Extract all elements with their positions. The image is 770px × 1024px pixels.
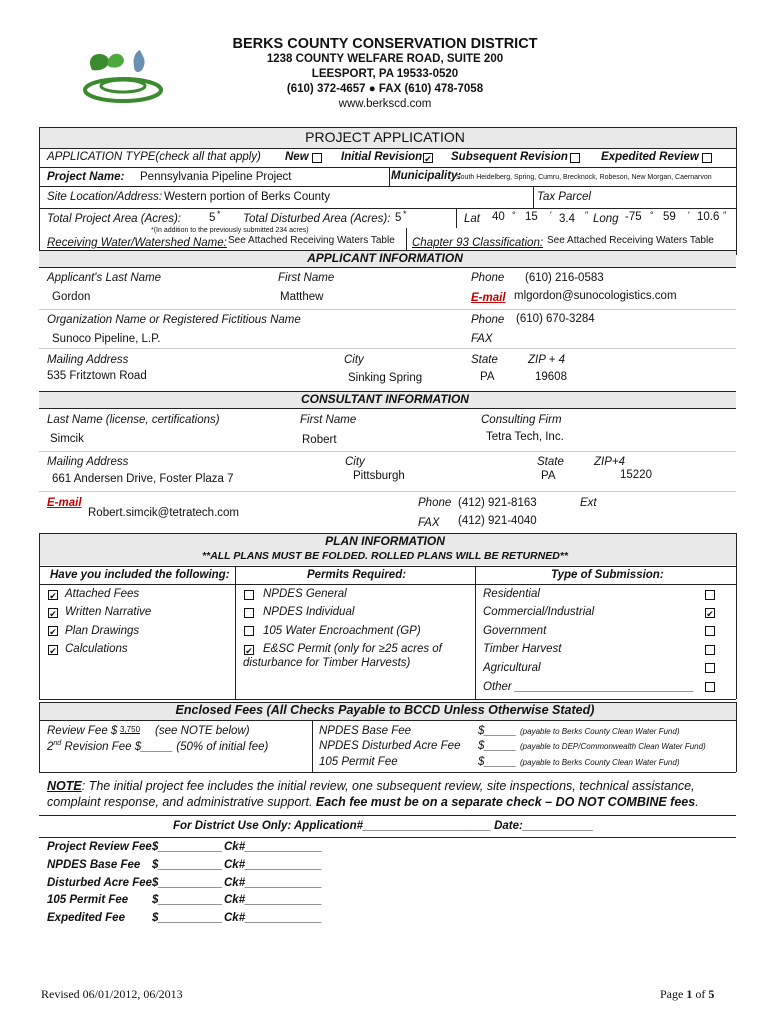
latitude-seconds[interactable]: 3.4 <box>559 213 575 225</box>
applicant-state-label: State <box>471 354 498 366</box>
type-other-checkbox[interactable] <box>705 682 715 692</box>
plan-drawings-label: Plan Drawings <box>65 625 140 637</box>
written-narrative-label: Written Narrative <box>65 606 152 618</box>
second-symbol: ″ <box>585 210 589 220</box>
plan-drawings-checkbox[interactable] <box>48 626 58 636</box>
consulting-firm-label: Consulting Firm <box>481 414 562 426</box>
district-row-label: Disturbed Acre Fee <box>47 877 153 889</box>
applicant-last-name-label: Applicant's Last Name <box>47 272 162 284</box>
esc-permit-checkbox[interactable] <box>244 645 254 655</box>
longitude-seconds[interactable]: 10.6 <box>697 211 720 223</box>
application-type-label: APPLICATION TYPE(check all that apply) <box>47 151 261 163</box>
npdes-general-label: NPDES General <box>263 588 347 600</box>
consultant-city-label: City <box>345 456 365 468</box>
consultant-state-value[interactable]: PA <box>541 470 556 482</box>
chapter93-value[interactable]: See Attached Receiving Waters Table <box>547 235 714 246</box>
page-number: Page 1 of 5 <box>660 987 715 1001</box>
plan-included-header: Have you included the following: <box>50 569 230 581</box>
degree-symbol: ° <box>512 210 516 220</box>
type-government-checkbox[interactable] <box>705 626 715 636</box>
disturbed-area-asterisk: * <box>403 209 407 219</box>
degree-symbol-2: ° <box>650 210 654 220</box>
initial-revision-checkbox[interactable] <box>423 153 433 163</box>
type-agricultural-checkbox[interactable] <box>705 663 715 673</box>
water-encroachment-label: 105 Water Encroachment (GP) <box>263 625 421 637</box>
applicant-email-value[interactable]: mlgordon@sunocologistics.com <box>514 290 677 302</box>
applicant-first-name-label: First Name <box>278 272 335 284</box>
npdes-disturbed-fee-label: NPDES Disturbed Acre Fee <box>319 740 461 752</box>
attached-fees-label: Attached Fees <box>65 588 140 600</box>
revised-date: Revised 06/01/2012, 06/2013 <box>41 987 183 1001</box>
organization-value[interactable]: Sunoco Pipeline, L.P. <box>52 333 161 345</box>
receiving-water-label: Receiving Water/Watershed Name: <box>47 237 227 249</box>
chapter93-label: Chapter 93 Classification: <box>412 237 544 249</box>
consultant-zip-label: ZIP+4 <box>594 456 626 468</box>
district-row-dollar[interactable]: $__________ <box>152 912 223 924</box>
npdes-base-fee-line[interactable]: $_____ <box>478 725 517 737</box>
receiving-water-value[interactable]: See Attached Receiving Waters Table <box>228 235 395 246</box>
site-location-value[interactable]: Western portion of Berks County <box>164 191 330 203</box>
district-row-check[interactable]: Ck#____________ <box>224 841 322 853</box>
consultant-title: CONSULTANT INFORMATION <box>301 392 469 406</box>
review-fee-value[interactable]: 3,750 <box>120 725 141 734</box>
applicant-zip-value[interactable]: 19608 <box>535 371 567 383</box>
district-row-label: Project Review Fee <box>47 841 152 853</box>
initial-revision-label: Initial Revision <box>341 151 423 163</box>
district-use-heading: For District Use Only: Application#____________________ Date:___________ <box>173 820 594 832</box>
plan-type-header: Type of Submission: <box>551 569 664 581</box>
applicant-city-label: City <box>344 354 364 366</box>
latitude-minutes[interactable]: 15 <box>525 211 538 223</box>
calculations-checkbox[interactable] <box>48 645 58 655</box>
fees-note: NOTE: The initial project fee includes the initial review, one subsequent review, site inspections, technical assistance, complaint response, and administrative support. Each fee must be on a separate check – DO NOT COMBINE fees. <box>47 779 699 809</box>
type-agricultural-label: Agricultural <box>483 662 541 674</box>
district-row-label: Expedited Fee <box>47 912 125 924</box>
applicant-state-value[interactable]: PA <box>480 371 495 383</box>
site-location-label: Site Location/Address: <box>47 191 163 203</box>
applicant-phone-label: Phone <box>471 272 505 284</box>
org-address-line2: LEESPORT, PA 19533-0520 <box>311 68 459 80</box>
type-residential-label: Residential <box>483 588 540 600</box>
total-area-label: Total Project Area (Acres): <box>47 213 182 225</box>
second-revision-fee: 2nd Revision Fee $_____ (50% of initial fee) <box>47 740 269 753</box>
org-name: BERKS COUNTY CONSERVATION DISTRICT <box>232 36 538 52</box>
consultant-last-name-label: Last Name (license, certifications) <box>47 414 220 426</box>
applicant-first-name-value[interactable]: Matthew <box>280 291 324 303</box>
subsequent-revision-checkbox[interactable] <box>570 153 580 163</box>
district-row-dollar[interactable]: $__________ <box>152 859 223 871</box>
type-residential-checkbox[interactable] <box>705 590 715 600</box>
fees-title: Enclosed Fees (All Checks Payable to BCCD Unless Otherwise Stated) <box>175 703 595 717</box>
review-fee-label: Review Fee $ <box>47 725 118 737</box>
water-encroachment-checkbox[interactable] <box>244 626 254 636</box>
type-commercial-checkbox[interactable] <box>705 608 715 618</box>
subsequent-revision-label: Subsequent Revision <box>451 151 568 163</box>
consultant-email-value[interactable]: Robert.simcik@tetratech.com <box>88 507 239 519</box>
npdes-individual-checkbox[interactable] <box>244 608 254 618</box>
npdes-general-checkbox[interactable] <box>244 590 254 600</box>
consultant-zip-value[interactable]: 15220 <box>620 469 652 481</box>
consultant-phone-label: Phone <box>418 497 452 509</box>
district-row-label: NPDES Base Fee <box>47 859 141 871</box>
project-name-value[interactable]: Pennsylvania Pipeline Project <box>140 171 292 183</box>
type-other-label: Other ____________________________ <box>483 681 695 693</box>
new-label: New <box>285 151 309 163</box>
npdes-individual-label: NPDES Individual <box>263 606 355 618</box>
district-row-check[interactable]: Ck#____________ <box>224 912 322 924</box>
permit105-fee-label: 105 Permit Fee <box>319 756 398 768</box>
consultant-state-label: State <box>537 456 564 468</box>
applicant-phone-value[interactable]: (610) 216-0583 <box>525 272 604 284</box>
esc-permit-label: E&SC Permit (only for ≥25 acres of <box>263 643 442 655</box>
project-title: PROJECT APPLICATION <box>305 129 465 145</box>
consultant-fax-value[interactable]: (412) 921-4040 <box>458 515 537 527</box>
consultant-ext-label: Ext <box>580 497 597 509</box>
minute-symbol-2: ′ <box>688 210 690 220</box>
attached-fees-checkbox[interactable] <box>48 590 58 600</box>
consultant-first-name-label: First Name <box>300 414 357 426</box>
consultant-city-value[interactable]: Pittsburgh <box>353 470 405 482</box>
district-row-dollar[interactable]: $__________ <box>152 877 223 889</box>
applicant-email-label: E-mail <box>471 292 506 304</box>
area-note: *(In addition to the previously submitted 234 acres) <box>151 227 309 234</box>
total-area-value[interactable]: 5 <box>209 212 216 224</box>
tax-parcel-label: Tax Parcel <box>537 191 591 203</box>
applicant-mailing-label: Mailing Address <box>47 354 129 366</box>
project-name-label: Project Name: <box>47 171 125 183</box>
district-row-label: 105 Permit Fee <box>47 894 129 906</box>
consultant-mailing-label: Mailing Address <box>47 456 129 468</box>
consultant-first-name-value[interactable]: Robert <box>302 434 337 446</box>
consultant-email-label: E-mail <box>47 497 82 509</box>
second-symbol-2: ″ <box>723 210 727 220</box>
district-row-check[interactable]: Ck#____________ <box>224 859 322 871</box>
minute-symbol: ′ <box>550 210 552 220</box>
disturbed-area-label: Total Disturbed Area (Acres): <box>243 213 391 225</box>
district-row-dollar[interactable]: $__________ <box>152 894 223 906</box>
longitude-minutes[interactable]: 59 <box>663 211 676 223</box>
consultant-phone-value[interactable]: (412) 921-8163 <box>458 497 537 509</box>
applicant-phone2-label: Phone <box>471 314 505 326</box>
permit105-fee-line[interactable]: $_____ <box>478 756 517 768</box>
esc-permit-label-line2: disturbance for Timber Harvests) <box>243 657 411 669</box>
review-fee-note: (see NOTE below) <box>155 725 250 737</box>
org-phone-fax: (610) 372-4657 ● FAX (610) 478-7058 <box>286 83 484 95</box>
total-area-asterisk: * <box>217 209 221 219</box>
type-timber-label: Timber Harvest <box>483 643 562 655</box>
type-timber-checkbox[interactable] <box>705 645 715 655</box>
latitude-degrees[interactable]: 40 <box>492 211 505 223</box>
district-row-check[interactable]: Ck#____________ <box>224 877 322 889</box>
org-website: www.berkscd.com <box>338 98 432 110</box>
applicant-zip-label: ZIP + 4 <box>528 354 565 366</box>
applicant-title: APPLICANT INFORMATION <box>307 251 463 265</box>
latitude-label: Lat <box>464 213 480 225</box>
expedited-review-checkbox[interactable] <box>702 153 712 163</box>
type-government-label: Government <box>483 625 547 637</box>
npdes-disturbed-fee-line[interactable]: $_____ <box>478 740 517 752</box>
applicant-phone2-value[interactable]: (610) 670-3284 <box>516 313 595 325</box>
new-checkbox[interactable] <box>312 153 322 163</box>
consulting-firm-value[interactable]: Tetra Tech, Inc. <box>486 431 564 443</box>
applicant-mailing-value[interactable]: 535 Fritztown Road <box>47 370 147 382</box>
longitude-degrees[interactable]: -75 <box>625 211 642 223</box>
type-commercial-label: Commercial/Industrial <box>483 606 595 618</box>
payable-note-2: (payable to DEP/Commonwealth Clean Water Fund) <box>520 742 706 751</box>
calculations-label: Calculations <box>65 643 128 655</box>
disturbed-area-value[interactable]: 5 <box>395 212 402 224</box>
npdes-base-fee-label: NPDES Base Fee <box>319 725 412 737</box>
municipality-value[interactable]: South Heidelberg, Spring, Cumru, Brecknock, Robeson, New Morgan, Caernarvon <box>456 174 712 181</box>
consultant-mailing-value[interactable]: 661 Andersen Drive, Foster Plaza 7 <box>52 473 234 485</box>
municipality-label: Municipality: <box>391 170 462 182</box>
organization-label: Organization Name or Registered Fictitious Name <box>47 314 301 326</box>
plan-title: PLAN INFORMATION <box>325 534 445 548</box>
applicant-city-value[interactable]: Sinking Spring <box>348 372 423 384</box>
applicant-last-name-value[interactable]: Gordon <box>52 291 91 303</box>
expedited-review-label: Expedited Review <box>601 151 699 163</box>
district-row-check[interactable]: Ck#____________ <box>224 894 322 906</box>
written-narrative-checkbox[interactable] <box>48 608 58 618</box>
payable-note-3: (payable to Berks County Clean Water Fund) <box>520 758 680 767</box>
org-address-line1: 1238 COUNTY WELFARE ROAD, SUITE 200 <box>266 53 504 65</box>
longitude-label: Long <box>593 213 619 225</box>
district-row-dollar[interactable]: $__________ <box>152 841 223 853</box>
consultant-last-name-value[interactable]: Simcik <box>50 433 84 445</box>
applicant-fax-label: FAX <box>471 333 493 345</box>
consultant-fax-label: FAX <box>418 517 440 529</box>
payable-note-1: (payable to Berks County Clean Water Fund) <box>520 727 680 736</box>
plan-notice: **ALL PLANS MUST BE FOLDED. ROLLED PLANS WILL BE RETURNED** <box>202 550 568 562</box>
plan-permits-header: Permits Required: <box>307 569 407 581</box>
